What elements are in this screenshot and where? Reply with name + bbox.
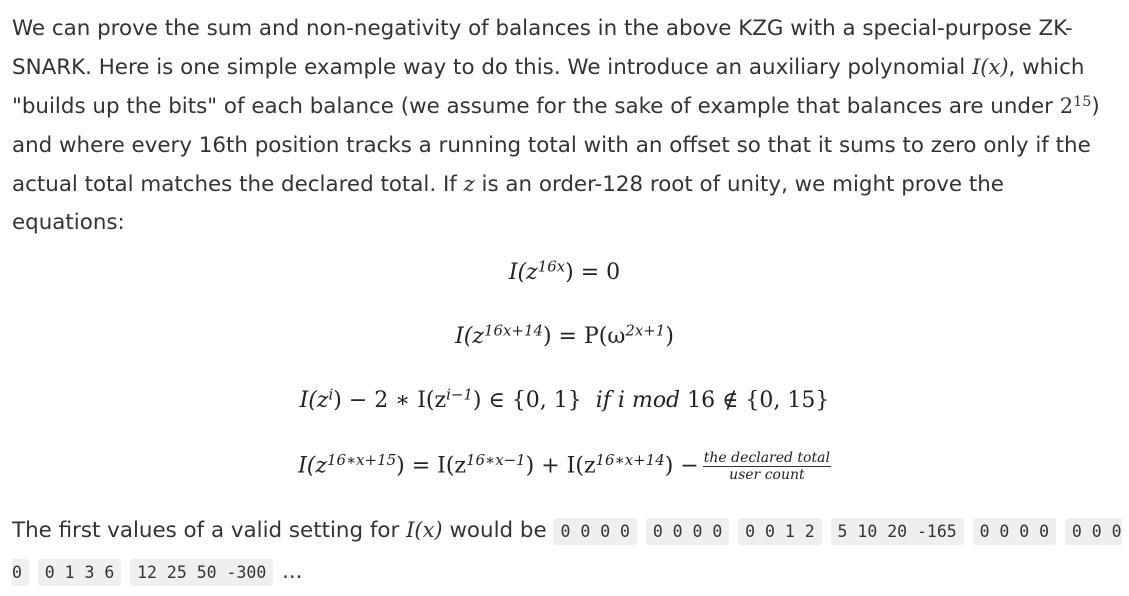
code-group: 5 10 20 -165 <box>831 518 964 545</box>
bottom-lead-text: The first values of a valid setting for <box>12 518 400 543</box>
bottom-paragraph <box>12 511 1122 592</box>
fraction-denominator: user count <box>729 467 805 483</box>
equation-2: $I(z^{16x+14}) = P(\omega^{2x+1})$ <box>455 321 674 349</box>
equation-4: $I(z^{16∗x+15}) = I(z^{16∗x-1}) + I(z^{16∗x+14})$ − $\frac{\text{the declared total}}{\text{user count}}$ <box>298 450 830 483</box>
code-group: 0 0 1 2 <box>738 518 822 545</box>
intro-text-3: ) and where every 16th position tracks a running total with an offset so that it sums to zero only if the actual total matches the declared total. If <box>12 94 1100 197</box>
bottom-mid-text: would be <box>449 518 547 543</box>
poly-i-of-x: I(x) <box>971 55 1009 80</box>
power-expression <box>1060 94 1092 118</box>
power-exponent: 15 <box>1073 94 1092 111</box>
intro-text-2: , which "builds up the bits" of each balance (we assume for the sake of example that balances are under <box>12 55 1085 120</box>
ellipsis: ... <box>282 558 303 584</box>
code-group: 0 0 0 0 <box>973 518 1057 545</box>
equation-3: $I(z^i) - 2$ ∗ $I(z^{i-1})$ ∈ {0, 1} if i mod 16 ∉ {0, 15} <box>299 385 830 413</box>
code-group: 0 0 0 0 <box>12 518 1122 586</box>
power-base: 2 <box>1059 94 1074 119</box>
fraction-numerator: the declared total <box>703 450 830 466</box>
fraction <box>703 450 831 483</box>
equation-1: $I(z^{16x}) = 0$ <box>508 257 621 285</box>
intro-text-1: We can prove the sum and non-negativity of balances in the above KZG with a special-purpose ZK-SNARK. Here is one simple example way to do this. We introduce an auxiliary polynomial <box>12 16 1073 81</box>
poly-i-of-x-2: I(x) <box>406 518 443 542</box>
intro-paragraph <box>12 10 1112 242</box>
code-group: 0 0 0 0 <box>646 518 730 545</box>
var-z: z <box>463 171 475 196</box>
code-group: 0 0 0 0 <box>553 518 637 545</box>
code-group: 0 1 3 6 <box>38 559 122 586</box>
intro-text-4: is an order-128 root of unity, we might prove the equations: <box>12 171 1004 236</box>
code-group: 12 25 50 -300 <box>130 559 273 586</box>
